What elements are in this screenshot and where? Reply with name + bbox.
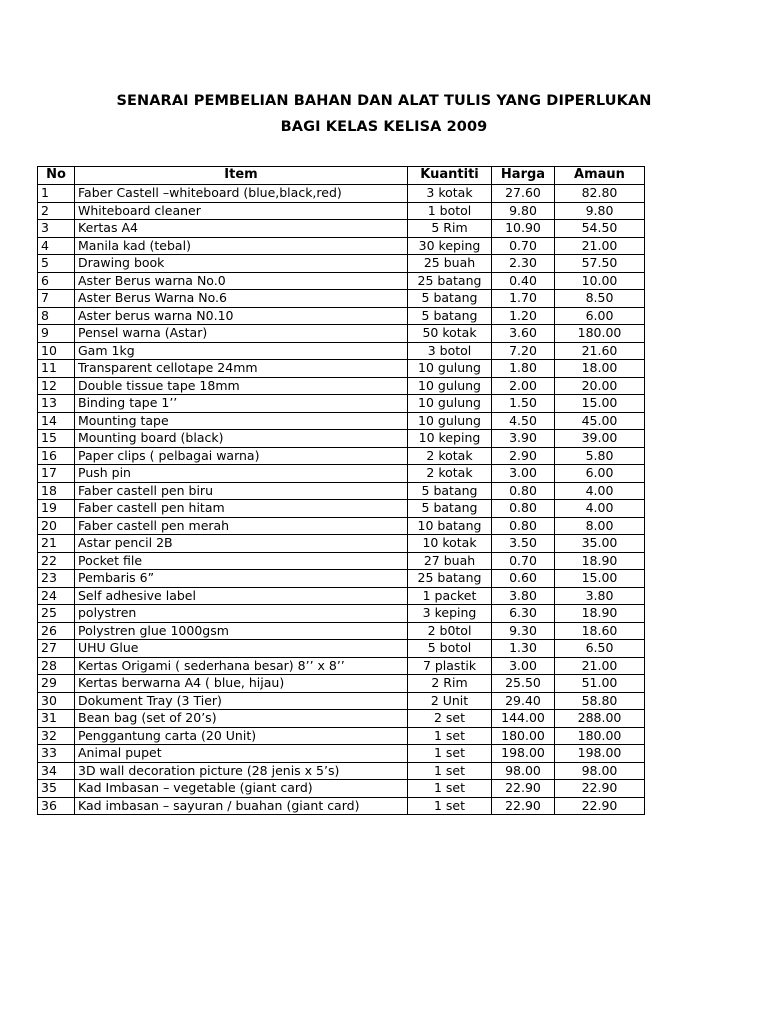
cell-price: 0.60 [492, 570, 555, 588]
cell-no: 4 [38, 237, 75, 255]
header-no: No [38, 167, 75, 185]
cell-no: 10 [38, 342, 75, 360]
cell-item: Whiteboard cleaner [75, 202, 408, 220]
cell-no: 8 [38, 307, 75, 325]
cell-price: 2.30 [492, 255, 555, 273]
cell-quantity: 2 set [408, 710, 492, 728]
cell-price: 0.40 [492, 272, 555, 290]
table-row [38, 657, 645, 675]
cell-price: 7.20 [492, 342, 555, 360]
cell-price: 1.50 [492, 395, 555, 413]
table-row [38, 290, 645, 308]
cell-item: Double tissue tape 18mm [75, 377, 408, 395]
cell-amount: 6.00 [555, 465, 645, 483]
cell-item: Kad imbasan – sayuran / buahan (giant card) [75, 797, 408, 815]
cell-price: 22.90 [492, 797, 555, 815]
table-row [38, 272, 645, 290]
cell-quantity: 3 kotak [408, 185, 492, 203]
cell-price: 1.30 [492, 640, 555, 658]
purchase-list-table [37, 166, 645, 815]
table-row [38, 255, 645, 273]
cell-item: Pembaris 6” [75, 570, 408, 588]
cell-price: 6.30 [492, 605, 555, 623]
table-row [38, 745, 645, 763]
cell-amount: 39.00 [555, 430, 645, 448]
cell-amount: 82.80 [555, 185, 645, 203]
cell-price: 0.80 [492, 500, 555, 518]
cell-item: Drawing book [75, 255, 408, 273]
cell-quantity: 5 Rim [408, 220, 492, 238]
cell-amount: 35.00 [555, 535, 645, 553]
cell-item: polystren [75, 605, 408, 623]
cell-item: Faber Castell –whiteboard (blue,black,red) [75, 185, 408, 203]
cell-item: Kertas Origami ( sederhana besar) 8’’ x 8’’ [75, 657, 408, 675]
cell-item: Kertas A4 [75, 220, 408, 238]
cell-no: 22 [38, 552, 75, 570]
cell-quantity: 2 kotak [408, 465, 492, 483]
cell-amount: 58.80 [555, 692, 645, 710]
cell-no: 31 [38, 710, 75, 728]
cell-no: 33 [38, 745, 75, 763]
cell-quantity: 10 gulung [408, 412, 492, 430]
cell-item: Faber castell pen hitam [75, 500, 408, 518]
table-row [38, 762, 645, 780]
cell-item: Binding tape 1’’ [75, 395, 408, 413]
cell-amount: 18.60 [555, 622, 645, 640]
cell-no: 29 [38, 675, 75, 693]
table-row [38, 360, 645, 378]
cell-amount: 3.80 [555, 587, 645, 605]
cell-no: 21 [38, 535, 75, 553]
cell-amount: 5.80 [555, 447, 645, 465]
table-row [38, 202, 645, 220]
cell-item: Self adhesive label [75, 587, 408, 605]
cell-quantity: 5 batang [408, 500, 492, 518]
cell-amount: 18.00 [555, 360, 645, 378]
cell-quantity: 25 buah [408, 255, 492, 273]
cell-item: Mounting tape [75, 412, 408, 430]
cell-price: 1.70 [492, 290, 555, 308]
cell-item: Pocket file [75, 552, 408, 570]
cell-price: 27.60 [492, 185, 555, 203]
cell-quantity: 2 kotak [408, 447, 492, 465]
cell-amount: 15.00 [555, 395, 645, 413]
cell-quantity: 1 set [408, 745, 492, 763]
cell-item: UHU Glue [75, 640, 408, 658]
cell-quantity: 50 kotak [408, 325, 492, 343]
cell-price: 25.50 [492, 675, 555, 693]
cell-price: 9.30 [492, 622, 555, 640]
cell-amount: 21.00 [555, 237, 645, 255]
cell-no: 17 [38, 465, 75, 483]
cell-quantity: 5 batang [408, 482, 492, 500]
cell-price: 198.00 [492, 745, 555, 763]
table-row [38, 780, 645, 798]
cell-amount: 21.00 [555, 657, 645, 675]
cell-price: 3.80 [492, 587, 555, 605]
cell-no: 35 [38, 780, 75, 798]
cell-item: Penggantung carta (20 Unit) [75, 727, 408, 745]
table-row [38, 185, 645, 203]
table-row [38, 727, 645, 745]
cell-amount: 57.50 [555, 255, 645, 273]
cell-amount: 8.00 [555, 517, 645, 535]
cell-amount: 22.90 [555, 780, 645, 798]
cell-price: 3.50 [492, 535, 555, 553]
cell-price: 0.80 [492, 482, 555, 500]
cell-quantity: 2 b0tol [408, 622, 492, 640]
document-title-line-1: SENARAI PEMBELIAN BAHAN DAN ALAT TULIS YANG DIPERLUKAN [116, 93, 652, 109]
cell-quantity: 3 keping [408, 605, 492, 623]
cell-price: 3.90 [492, 430, 555, 448]
table-row [38, 535, 645, 553]
table-row [38, 622, 645, 640]
cell-quantity: 25 batang [408, 272, 492, 290]
table-row [38, 587, 645, 605]
table-body [38, 185, 645, 815]
cell-quantity: 10 kotak [408, 535, 492, 553]
cell-amount: 18.90 [555, 552, 645, 570]
cell-item: Kertas berwarna A4 ( blue, hijau) [75, 675, 408, 693]
cell-price: 29.40 [492, 692, 555, 710]
cell-price: 3.60 [492, 325, 555, 343]
table-row [38, 692, 645, 710]
cell-item: Bean bag (set of 20’s) [75, 710, 408, 728]
header-price: Harga [492, 167, 555, 185]
cell-item: Faber castell pen biru [75, 482, 408, 500]
cell-price: 3.00 [492, 465, 555, 483]
cell-item: Animal pupet [75, 745, 408, 763]
cell-no: 9 [38, 325, 75, 343]
table-row [38, 447, 645, 465]
cell-no: 24 [38, 587, 75, 605]
cell-no: 23 [38, 570, 75, 588]
table-row [38, 482, 645, 500]
cell-no: 32 [38, 727, 75, 745]
cell-price: 1.20 [492, 307, 555, 325]
cell-no: 11 [38, 360, 75, 378]
cell-amount: 180.00 [555, 325, 645, 343]
cell-quantity: 10 batang [408, 517, 492, 535]
table-row [38, 517, 645, 535]
cell-item: 3D wall decoration picture (28 jenis x 5’s) [75, 762, 408, 780]
cell-amount: 18.90 [555, 605, 645, 623]
cell-quantity: 1 set [408, 780, 492, 798]
cell-quantity: 3 botol [408, 342, 492, 360]
cell-amount: 10.00 [555, 272, 645, 290]
cell-amount: 4.00 [555, 500, 645, 518]
cell-quantity: 2 Rim [408, 675, 492, 693]
cell-no: 12 [38, 377, 75, 395]
table-row [38, 430, 645, 448]
cell-quantity: 10 gulung [408, 395, 492, 413]
cell-price: 2.90 [492, 447, 555, 465]
cell-amount: 98.00 [555, 762, 645, 780]
cell-amount: 15.00 [555, 570, 645, 588]
document-title-line-2: BAGI KELAS KELISA 2009 [280, 119, 488, 135]
cell-item: Astar pencil 2B [75, 535, 408, 553]
cell-no: 18 [38, 482, 75, 500]
cell-no: 2 [38, 202, 75, 220]
table-row [38, 605, 645, 623]
cell-no: 34 [38, 762, 75, 780]
cell-quantity: 25 batang [408, 570, 492, 588]
cell-quantity: 1 set [408, 762, 492, 780]
cell-item: Paper clips ( pelbagai warna) [75, 447, 408, 465]
cell-item: Pensel warna (Astar) [75, 325, 408, 343]
cell-no: 30 [38, 692, 75, 710]
cell-price: 0.70 [492, 237, 555, 255]
cell-amount: 180.00 [555, 727, 645, 745]
cell-no: 20 [38, 517, 75, 535]
cell-quantity: 1 packet [408, 587, 492, 605]
cell-quantity: 2 Unit [408, 692, 492, 710]
cell-price: 2.00 [492, 377, 555, 395]
cell-price: 1.80 [492, 360, 555, 378]
cell-quantity: 30 keping [408, 237, 492, 255]
cell-amount: 45.00 [555, 412, 645, 430]
cell-item: Mounting board (black) [75, 430, 408, 448]
cell-item: Faber castell pen merah [75, 517, 408, 535]
cell-amount: 8.50 [555, 290, 645, 308]
cell-item: Aster Berus warna No.0 [75, 272, 408, 290]
cell-quantity: 10 gulung [408, 377, 492, 395]
cell-amount: 20.00 [555, 377, 645, 395]
cell-quantity: 5 botol [408, 640, 492, 658]
cell-no: 15 [38, 430, 75, 448]
cell-item: Kad Imbasan – vegetable (giant card) [75, 780, 408, 798]
cell-no: 27 [38, 640, 75, 658]
table-row [38, 237, 645, 255]
cell-no: 13 [38, 395, 75, 413]
cell-no: 36 [38, 797, 75, 815]
cell-item: Transparent cellotape 24mm [75, 360, 408, 378]
header-item: Item [75, 167, 408, 185]
cell-amount: 198.00 [555, 745, 645, 763]
table-row [38, 570, 645, 588]
table-row [38, 377, 645, 395]
table-row [38, 325, 645, 343]
table-row [38, 220, 645, 238]
cell-quantity: 1 botol [408, 202, 492, 220]
table-row [38, 797, 645, 815]
cell-price: 3.00 [492, 657, 555, 675]
cell-price: 22.90 [492, 780, 555, 798]
cell-no: 16 [38, 447, 75, 465]
cell-no: 7 [38, 290, 75, 308]
cell-item: Push pin [75, 465, 408, 483]
table-row [38, 395, 645, 413]
cell-quantity: 5 batang [408, 290, 492, 308]
cell-no: 5 [38, 255, 75, 273]
cell-no: 19 [38, 500, 75, 518]
cell-price: 0.70 [492, 552, 555, 570]
cell-item: Dokument Tray (3 Tier) [75, 692, 408, 710]
cell-quantity: 5 batang [408, 307, 492, 325]
table-row [38, 307, 645, 325]
cell-price: 10.90 [492, 220, 555, 238]
cell-amount: 6.50 [555, 640, 645, 658]
table-row [38, 710, 645, 728]
cell-no: 28 [38, 657, 75, 675]
cell-quantity: 1 set [408, 797, 492, 815]
cell-item: Polystren glue 1000gsm [75, 622, 408, 640]
cell-price: 4.50 [492, 412, 555, 430]
cell-no: 6 [38, 272, 75, 290]
cell-amount: 54.50 [555, 220, 645, 238]
table-row [38, 675, 645, 693]
table-header-row [38, 167, 645, 185]
cell-amount: 4.00 [555, 482, 645, 500]
cell-no: 14 [38, 412, 75, 430]
table-row [38, 342, 645, 360]
table-row [38, 465, 645, 483]
cell-price: 9.80 [492, 202, 555, 220]
cell-amount: 22.90 [555, 797, 645, 815]
cell-quantity: 10 gulung [408, 360, 492, 378]
header-quantity: Kuantiti [408, 167, 492, 185]
cell-quantity: 7 plastik [408, 657, 492, 675]
cell-item: Gam 1kg [75, 342, 408, 360]
table-row [38, 552, 645, 570]
cell-quantity: 10 keping [408, 430, 492, 448]
cell-no: 1 [38, 185, 75, 203]
cell-amount: 288.00 [555, 710, 645, 728]
cell-amount: 51.00 [555, 675, 645, 693]
cell-amount: 21.60 [555, 342, 645, 360]
cell-quantity: 1 set [408, 727, 492, 745]
cell-no: 26 [38, 622, 75, 640]
cell-item: Aster Berus Warna No.6 [75, 290, 408, 308]
header-amount: Amaun [555, 167, 645, 185]
cell-no: 25 [38, 605, 75, 623]
cell-item: Manila kad (tebal) [75, 237, 408, 255]
table-row [38, 412, 645, 430]
cell-quantity: 27 buah [408, 552, 492, 570]
cell-item: Aster berus warna N0.10 [75, 307, 408, 325]
table-row [38, 500, 645, 518]
table-row [38, 640, 645, 658]
cell-amount: 9.80 [555, 202, 645, 220]
cell-price: 98.00 [492, 762, 555, 780]
cell-amount: 6.00 [555, 307, 645, 325]
cell-price: 0.80 [492, 517, 555, 535]
cell-no: 3 [38, 220, 75, 238]
cell-price: 144.00 [492, 710, 555, 728]
cell-price: 180.00 [492, 727, 555, 745]
